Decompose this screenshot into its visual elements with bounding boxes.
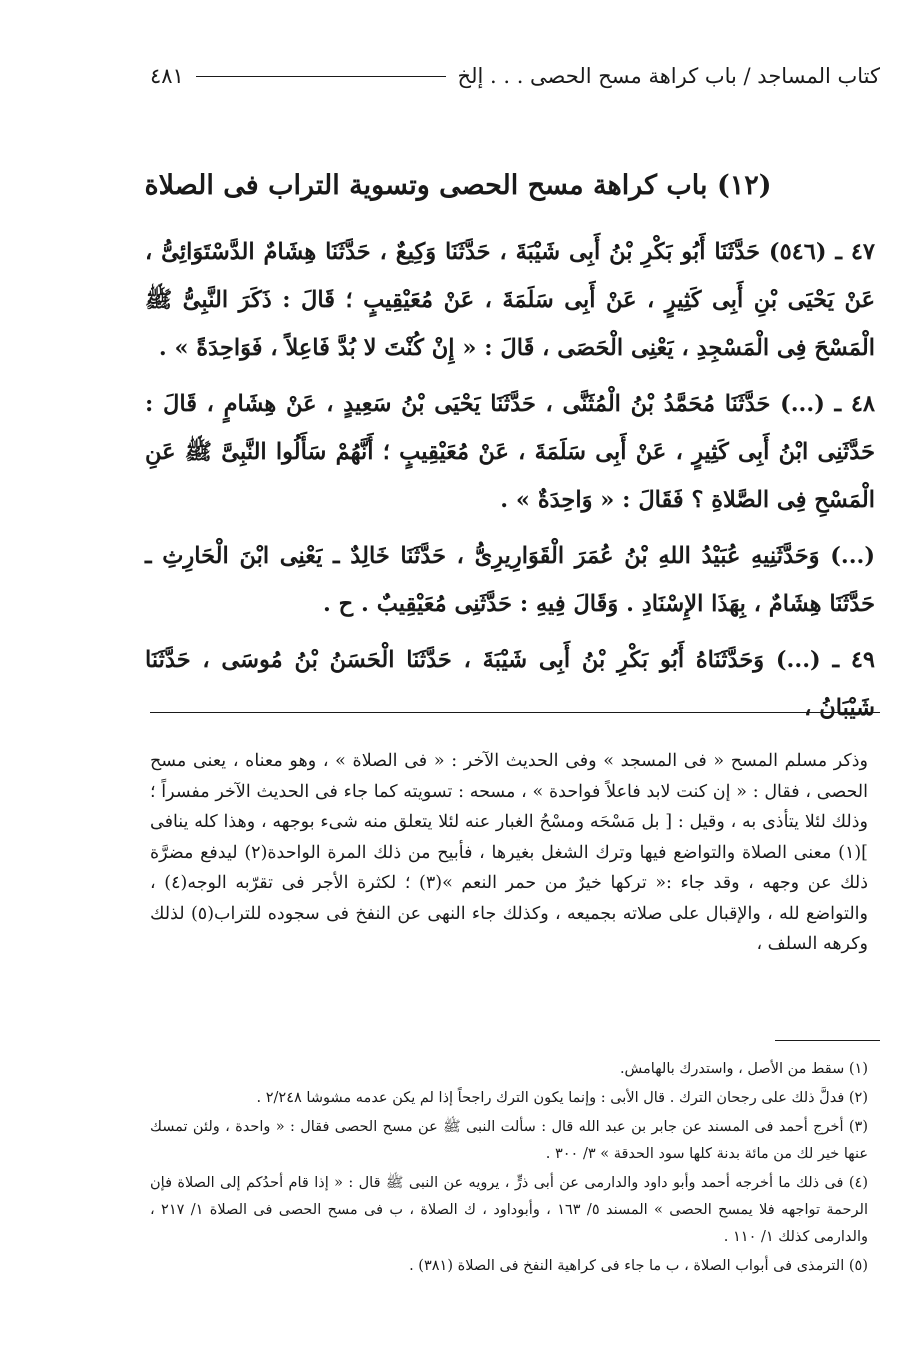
commentary-block — [150, 746, 868, 960]
running-head-rule — [196, 76, 446, 77]
footnote-3: (٣) أخرج أحمد فى المسند عن جابر بن عبد الله قال : سألت النبى ﷺ عن مسح الحصى فقال : « واحدة ، ولئن تمسك عنها خير لك من مائة بدنة كلها سود الحدقة » ٣/ ٣٠٠ . — [150, 1119, 868, 1162]
hadith-48: ٤٨ ـ (...) حَدَّثَنَا مُحَمَّدُ بْنُ الْمُثَنَّى ، حَدَّثَنَا يَحْيَى بْنُ سَعِيدٍ ، عَنْ هِشَامٍ ، قَالَ : حَدَّثَنِى ابْنُ أَبِى كَثِيرٍ ، عَنْ أَبِى سَلَمَةَ ، عَنْ مُعَيْقِيبٍ ؛ أَنَّهُمْ سَأَلُوا النَّبِىَّ ﷺ عَنِ الْمَسْحِ فِى الصَّلاةِ ؟ فَقَالَ : « وَاحِدَةٌ » . — [145, 391, 875, 513]
footnote-5: (٥) الترمذى فى أبواب الصلاة ، ب ما جاء فى كراهية النفخ فى الصلاة (٣٨١) . — [409, 1258, 868, 1274]
footnote-4: (٤) فى ذلك ما أخرجه أحمد وأبو داود والدارمى عن أبى ذرٍّ ، يرويه عن النبى ﷺ قال : « إذا قام أحدُكم إلى الصلاة فإن الرحمة تواجهه فلا يمسح الحصى » المسند ٥/ ١٦٣ ، وأبوداود ، ك الصلاة ، ب فى مسح الحصى فى الصلاة ١/ ٢١٧ ، والدارمى كذلك ١/ ١١٠ . — [150, 1175, 868, 1245]
footnotes-block — [150, 1056, 868, 1282]
footnote-1: (١) سقط من الأصل ، واستدرك بالهامش. — [619, 1061, 868, 1077]
chapter-title: (١٢) باب كراهة مسح الحصى وتسوية التراب فى الصلاة — [144, 170, 772, 201]
hadith-text-block — [145, 228, 875, 740]
footnote-2: (٢) فدلَّ ذلك على رجحان الترك . قال الأبى : وإنما يكون الترك راجحاً إذا لم يكن عدمه مشوشا ٢/٢٤٨ . — [256, 1090, 868, 1106]
running-head-title: كتاب المساجد / باب كراهة مسح الحصى . . . إلخ — [457, 64, 880, 88]
running-head — [150, 58, 880, 94]
footnote-separator — [775, 1040, 880, 1041]
page-number: ٤٨١ — [150, 64, 184, 88]
hadith-48-chain: (...) وَحَدَّثَنِيهِ عُبَيْدُ اللهِ بْنُ عُمَرَ الْقَوَارِيرِىُّ ، حَدَّثَنَا خَالِدٌ ـ يَعْنِى ابْنَ الْحَارِثِ ـ حَدَّثَنَا هِشَامٌ ، بِهَذَا الإِسْنَادِ . وَقَالَ فِيهِ : حَدَّثَنِى مُعَيْقِيبٌ . ح . — [145, 543, 876, 617]
hadith-47: ٤٧ ـ (٥٤٦) حَدَّثَنَا أَبُو بَكْرِ بْنُ أَبِى شَيْبَةَ ، حَدَّثَنَا وَكِيعٌ ، حَدَّثَنَا هِشَامٌ الدَّسْتَوَائِىُّ ، عَنْ يَحْيَى بْنِ أَبِى كَثِيرٍ ، عَنْ أَبِى سَلَمَةَ ، عَنْ مُعَيْقِيبٍ ؛ قَالَ : ذَكَرَ النَّبِىُّ ﷺ الْمَسْحَ فِى الْمَسْجِدِ ، يَعْنِى الْحَصَى ، قَالَ : « إِنْ كُنْتَ لا بُدَّ فَاعِلاً ، فَوَاحِدَةً » . — [145, 239, 875, 361]
commentary-paragraph: وذكر مسلم المسح « فى المسجد » وفى الحديث الآخر : « فى الصلاة » ، وهو معناه ، يعنى مسح الحصى ، فقال : « إن كنت لابد فاعلاً فواحدة » ، مسحه : تسويته كما جاء فى الحديث الآخر مفسراً ؛ وذلك لئلا يتأذى به ، وقيل : [ بل مَسْحَه ومسْحُ الغبار عنه لئلا يتعلق منه شىء بوجهه ، وهذا كله ينافى ](١) معنى الصلاة والتواضع فيها وترك الشغل بغيرها ، فأبيح من ذلك المرة الواحدة(٢) ليدفع مضرَّة ذلك عن وجهه ، وقد جاء :« تركها خيرٌ من حمر النعم »(٣) ؛ لكثرة الأجر فى تقرّبه الوجه(٤) ، والتواضع لله ، والإقبال على صلاته بجميعه ، وكذلك جاء النهى عن النفخ فى سجوده للتراب(٥) لذلك وكرهه السلف ، — [150, 751, 868, 954]
commentary-separator — [150, 712, 880, 713]
hadith-49: ٤٩ ـ (...) وَحَدَّثَنَاهُ أَبُو بَكْرِ بْنُ أَبِى شَيْبَةَ ، حَدَّثَنَا الْحَسَنُ بْنُ مُوسَى ، حَدَّثَنَا شَيْبَانُ ، — [145, 647, 875, 721]
